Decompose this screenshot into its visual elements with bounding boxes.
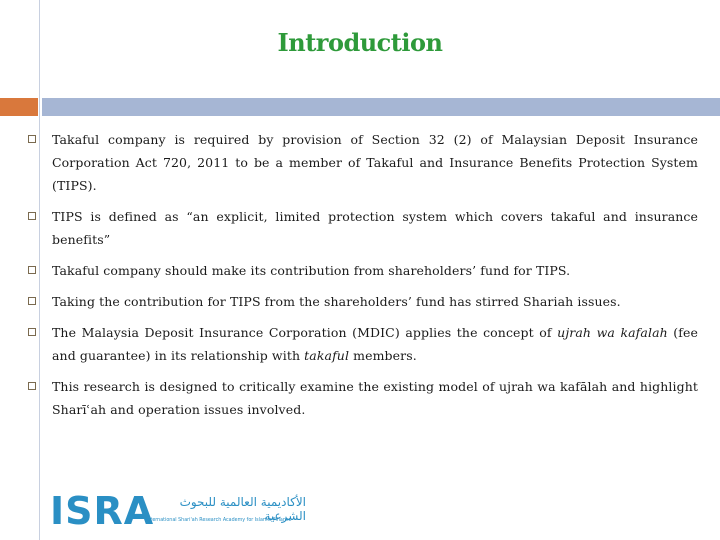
square-bullet-icon bbox=[28, 382, 36, 390]
bullet-text: Takaful company should make its contribution from shareholders’ fund for TIPS. bbox=[52, 263, 571, 278]
square-bullet-icon bbox=[28, 135, 36, 143]
bullet-text: TIPS is defined as “an explicit, limited protection system which covers takaful and insurance benefits” bbox=[52, 209, 698, 247]
bullet-list bbox=[22, 128, 698, 429]
bullet-text-italic: takaful bbox=[304, 348, 350, 363]
bullet-item bbox=[22, 259, 698, 282]
square-bullet-icon bbox=[28, 266, 36, 274]
accent-blue-bar bbox=[42, 98, 720, 116]
bullet-text: Taking the contribution for TIPS from the shareholders’ fund has stirred Shariah issues. bbox=[52, 294, 621, 309]
isra-logo bbox=[50, 489, 310, 533]
bullet-item bbox=[22, 205, 698, 251]
bullet-text-part: members. bbox=[349, 348, 417, 363]
header-accent-bar bbox=[0, 98, 720, 116]
bullet-item bbox=[22, 290, 698, 313]
square-bullet-icon bbox=[28, 328, 36, 336]
bullet-item bbox=[22, 128, 698, 197]
bullet-text: This research is designed to critically examine the existing model of ujrah wa kafālah and highlight Sharīʿah and operation issues involved. bbox=[52, 379, 698, 417]
bullet-item bbox=[22, 321, 698, 367]
square-bullet-icon bbox=[28, 212, 36, 220]
logo-subtitle: International Shari'ah Research Academy for Islamic Finance bbox=[146, 518, 292, 523]
bullet-item bbox=[22, 375, 698, 421]
bullet-text: Takaful company is required by provision of Section 32 (2) of Malaysian Deposit Insurance Corporation Act 720, 2011 to be a member of Takaful and Insurance Benefits Protection System (TIPS). bbox=[52, 132, 698, 193]
slide-title: Introduction bbox=[277, 28, 443, 57]
bullet-text-italic: ujrah wa kafalah bbox=[557, 325, 668, 340]
square-bullet-icon bbox=[28, 297, 36, 305]
accent-orange-block bbox=[0, 98, 38, 116]
bullet-text-part: (fee and guarantee) in its relationship with bbox=[52, 325, 698, 363]
logo-wordmark: ISRA bbox=[50, 489, 155, 533]
bullet-text-part: The Malaysia Deposit Insurance Corporation (MDIC) applies the concept of bbox=[52, 325, 558, 340]
logo-arabic-text: الأكاديمية العالمية للبحوث الشرعية bbox=[179, 495, 306, 523]
